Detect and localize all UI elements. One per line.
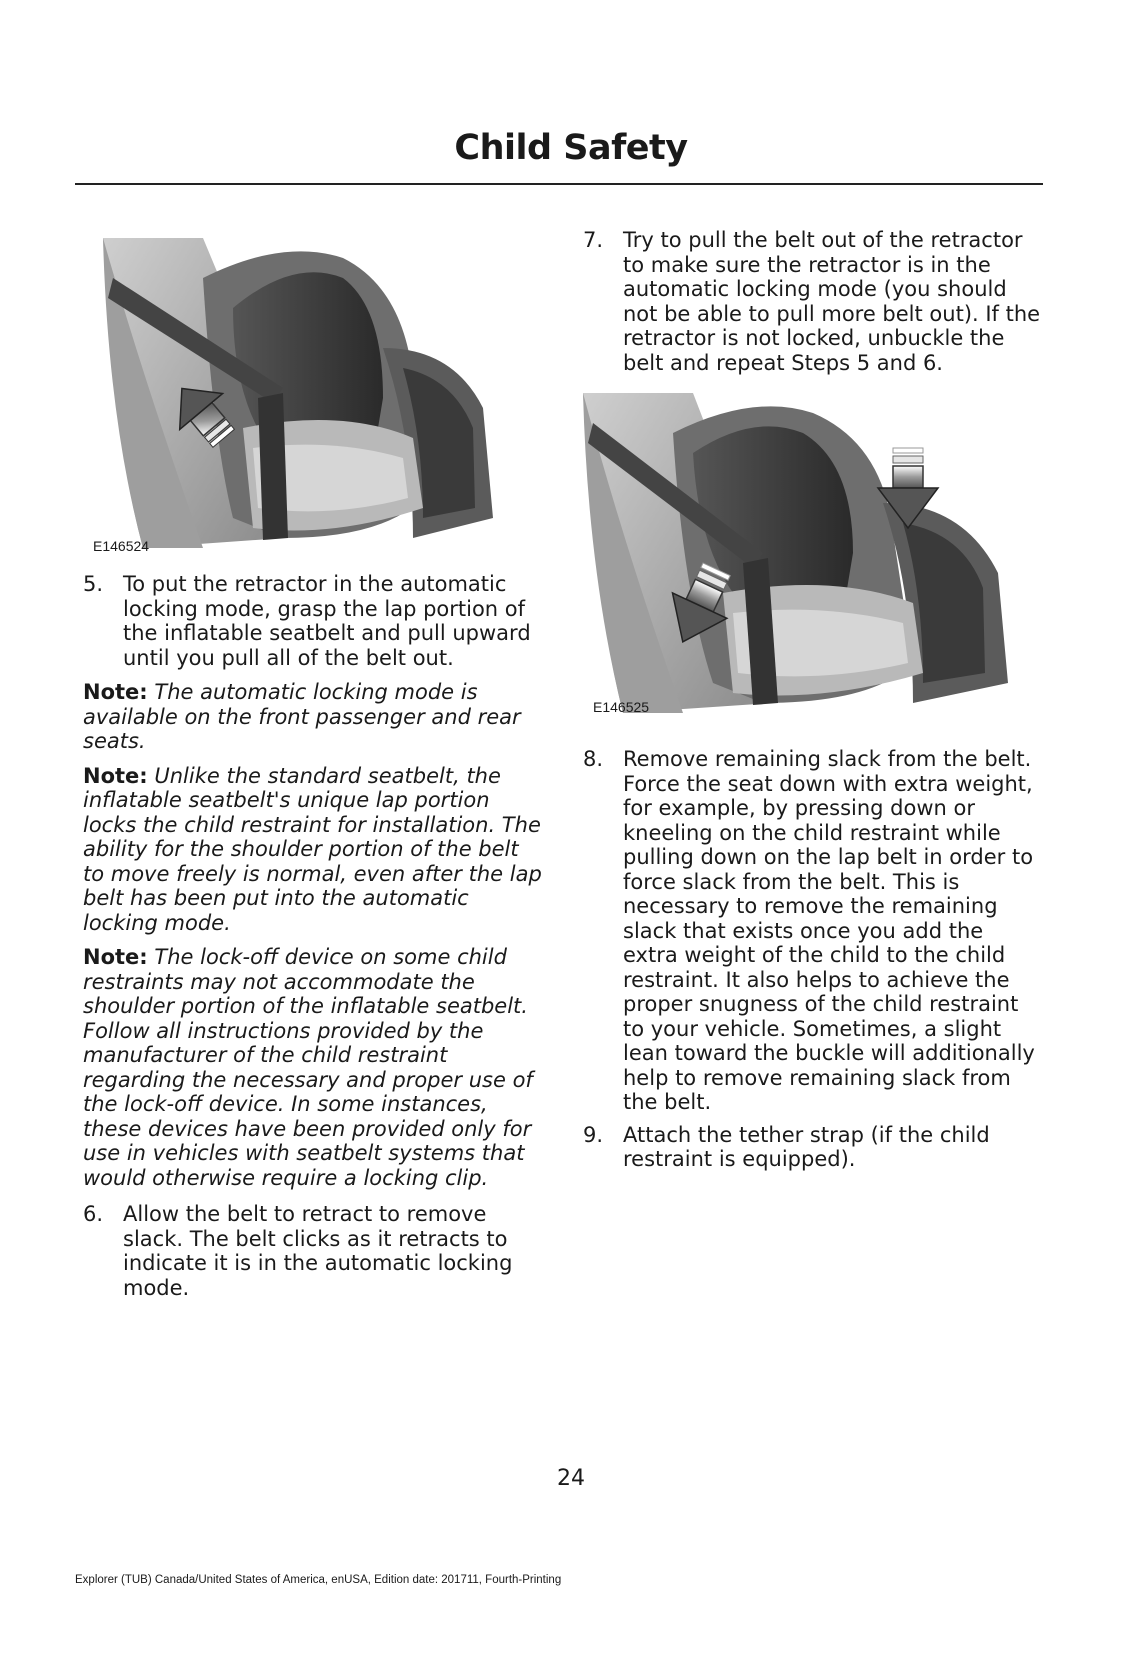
- note-label: Note:: [83, 680, 148, 704]
- figure-code: E146525: [593, 699, 650, 715]
- step-text: To put the retractor in the automatic locking mode, grasp the lap portion of the inflatable seatbelt and pull upward until you pull all of the belt out.: [123, 572, 531, 670]
- step-text: Allow the belt to retract to remove slack. The belt clicks as it retracts to indicate it is in the automatic locking mode.: [123, 1202, 513, 1300]
- step-number: 7.: [583, 228, 604, 252]
- page-title: Child Safety: [454, 128, 688, 168]
- edition-footer: Explorer (TUB) Canada/United States of America, enUSA, Edition date: 201711, Fourth-Printing: [75, 1574, 562, 1586]
- step-number: 8.: [583, 747, 604, 771]
- note-3: [83, 945, 543, 1190]
- note-text: The automatic locking mode is available on the front passenger and rear seats.: [83, 680, 521, 753]
- child-seat-illustration-press-down: [583, 393, 1033, 713]
- child-seat-illustration-pull-up: [83, 238, 523, 548]
- note-text: The lock-off device on some child restraints may not accommodate the shoulder portion of the inflatable seatbelt. Follow all instructions provided by the manufacturer of the child restraint regarding the necessary and proper use of the lock-off device. In some instances, these devices have been provided only for use in vehicles with seatbelt systems that would otherwise require a locking clip.: [83, 945, 533, 1190]
- step-text: Remove remaining slack from the belt. Force the seat down with extra weight, for example, by pressing down or kneeling on the child restraint while pulling down on the lap belt in order to force slack from the belt. This is necessary to remove the remaining slack that exists once you add the extra weight of the child to the child restraint. It also helps to achieve the proper snugness of the child restraint to your vehicle. Sometimes, a slight lean toward the buckle will additionally help to remove remaining slack from the belt.: [623, 747, 1035, 1114]
- step-7: [583, 228, 1043, 375]
- figure-seat-pull-up: [83, 238, 543, 568]
- figure-code: E146524: [93, 538, 150, 554]
- note-2: [83, 764, 543, 936]
- note-label: Note:: [83, 763, 148, 788]
- step-8: [583, 747, 1043, 1115]
- step-text: Attach the tether strap (if the child restraint is equipped).: [623, 1122, 990, 1171]
- page-number: 24: [557, 1466, 585, 1491]
- note-label: Note:: [83, 945, 148, 969]
- step-number: 5.: [83, 572, 104, 596]
- right-column: [583, 228, 1043, 1172]
- note-1: [83, 680, 543, 754]
- step-9: [583, 1123, 1043, 1172]
- step-6: [83, 1202, 543, 1300]
- figure-seat-press-down: [583, 393, 1043, 733]
- title-divider: [75, 183, 1043, 185]
- step-number: 9.: [583, 1122, 604, 1147]
- step-5: [83, 572, 543, 670]
- step-number: 6.: [83, 1202, 104, 1226]
- left-column: [83, 238, 543, 1300]
- step-text: Try to pull the belt out of the retractor to make sure the retractor is in the automatic locking mode (you should not be able to pull more belt out). If the retractor is not locked, unbuckle the belt and repeat Steps 5 and 6.: [623, 228, 1041, 375]
- note-text: Unlike the standard seatbelt, the inflatable seatbelt's unique lap portion locks the child restraint for installation. The ability for the shoulder portion of the belt to move freely is normal, even after the lap belt has been put into the automatic locking mode.: [83, 763, 542, 935]
